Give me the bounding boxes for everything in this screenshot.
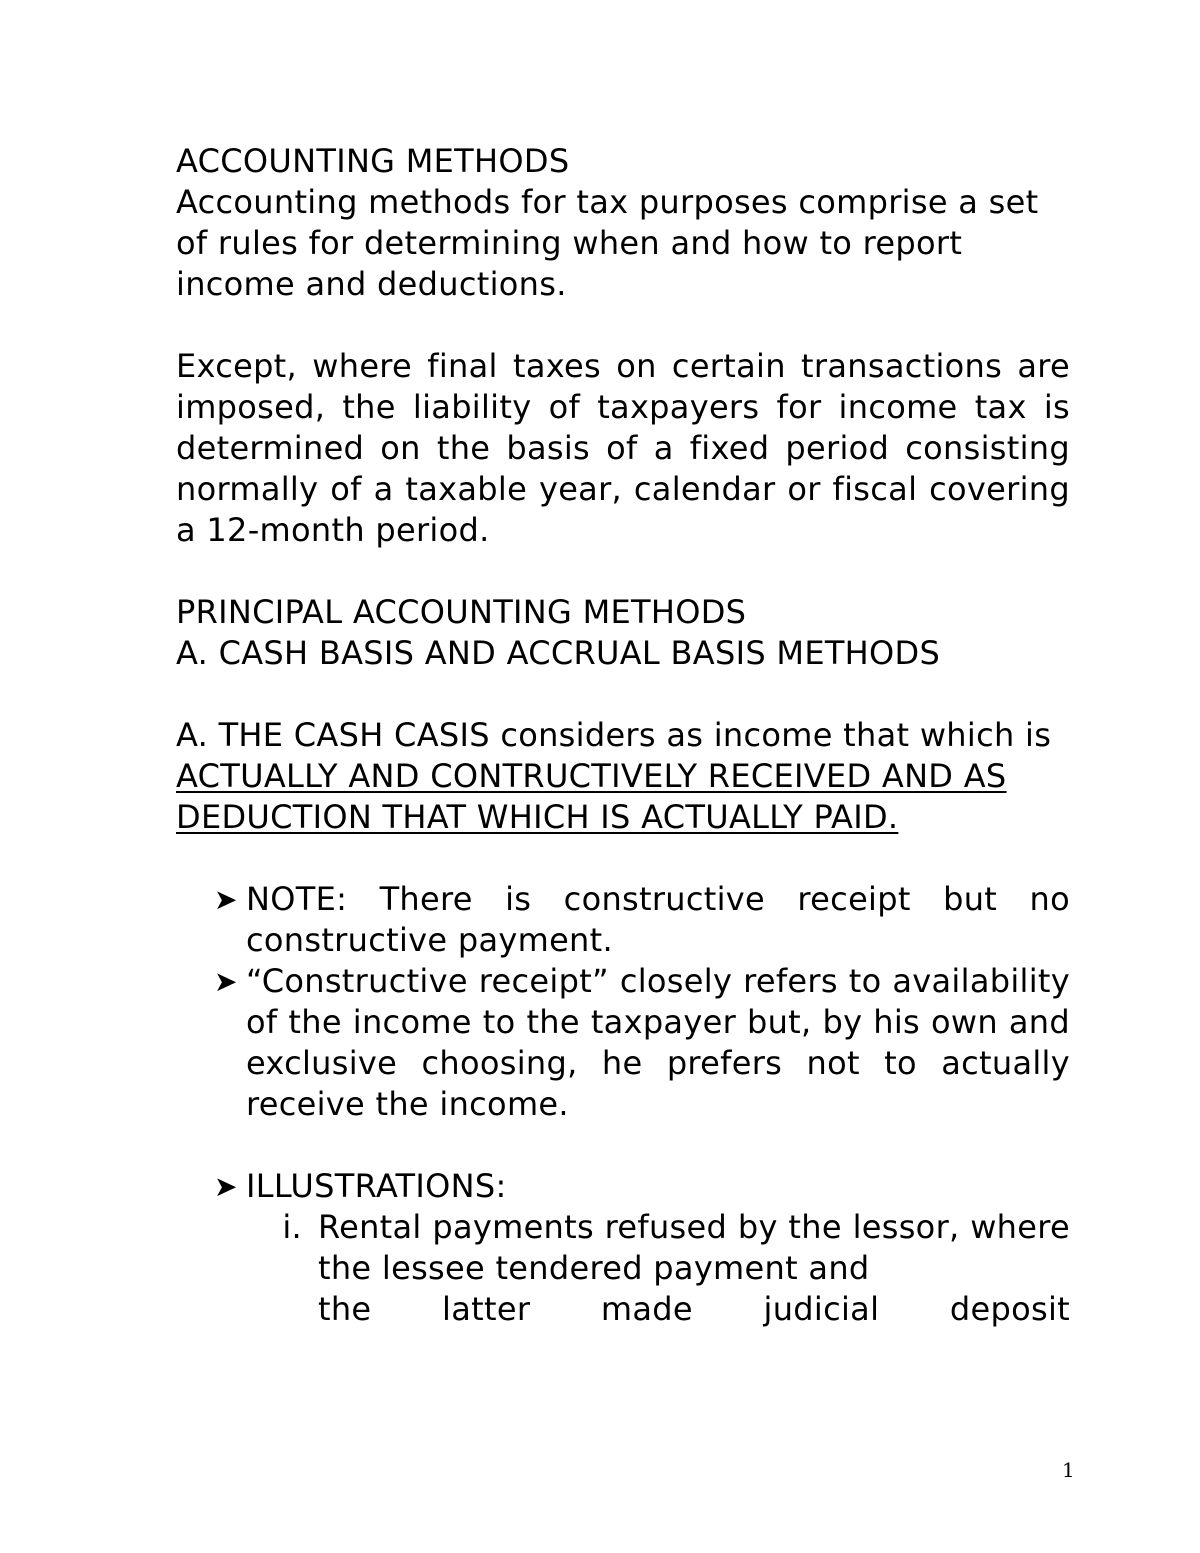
roman-numeral: i. xyxy=(282,1208,302,1246)
bullet-text: NOTE: There is constructive receipt but no constructive payment. xyxy=(246,880,1070,959)
page-content xyxy=(176,141,1070,1330)
illustrations-label: ILLUSTRATIONS: xyxy=(246,1167,507,1205)
spacer xyxy=(176,551,1070,592)
illustrations-list xyxy=(176,1166,1070,1330)
spacer xyxy=(176,674,1070,715)
bullet-text: “Constructive receipt” closely refers to availability of the income to the taxpayer but, by his own and exclusive choosing, he prefers not to actually receive the income. xyxy=(246,962,1070,1123)
list-item xyxy=(176,879,1070,961)
illustrations-sub-list xyxy=(246,1207,1070,1330)
illustration-text-last: the latter made judicial deposit xyxy=(318,1290,1070,1328)
cash-basis-paragraph xyxy=(176,715,1070,838)
spacer xyxy=(176,838,1070,879)
spacer xyxy=(176,1125,1070,1166)
list-item xyxy=(176,961,1070,1125)
arrowhead-bullet-icon: ➤ xyxy=(214,1170,238,1203)
cash-basis-lead: A. THE CASH CASIS considers as income that which is xyxy=(176,716,1052,754)
intro-paragraph: Accounting methods for tax purposes comprise a set of rules for determining when and how to report income and deductions. xyxy=(176,183,1039,303)
bullet-list xyxy=(176,879,1070,1125)
document-title: ACCOUNTING METHODS xyxy=(176,142,570,180)
arrowhead-bullet-icon: ➤ xyxy=(214,883,238,916)
section-a-heading: A. CASH BASIS AND ACCRUAL BASIS METHODS xyxy=(176,634,941,672)
cash-basis-underlined: ACTUALLY AND CONTRUCTIVELY RECEIVED AND AS DEDUCTION THAT WHICH IS ACTUALLY PAID. xyxy=(176,757,1007,836)
principal-heading: PRINCIPAL ACCOUNTING METHODS xyxy=(176,593,747,631)
arrowhead-bullet-icon: ➤ xyxy=(214,965,238,998)
illustration-text: Rental payments refused by the lessor, where the lessee tendered payment and xyxy=(318,1208,1070,1287)
list-item xyxy=(246,1207,1070,1330)
except-paragraph: Except, where final taxes on certain transactions are imposed, the liability of taxpayers for income tax is determined on the basis of a fixed period consisting normally of a taxable year, calendar or fiscal covering a 12-month period. xyxy=(176,347,1070,549)
page-number: 1 xyxy=(1062,1458,1075,1482)
list-item xyxy=(176,1166,1070,1330)
spacer xyxy=(176,305,1070,346)
